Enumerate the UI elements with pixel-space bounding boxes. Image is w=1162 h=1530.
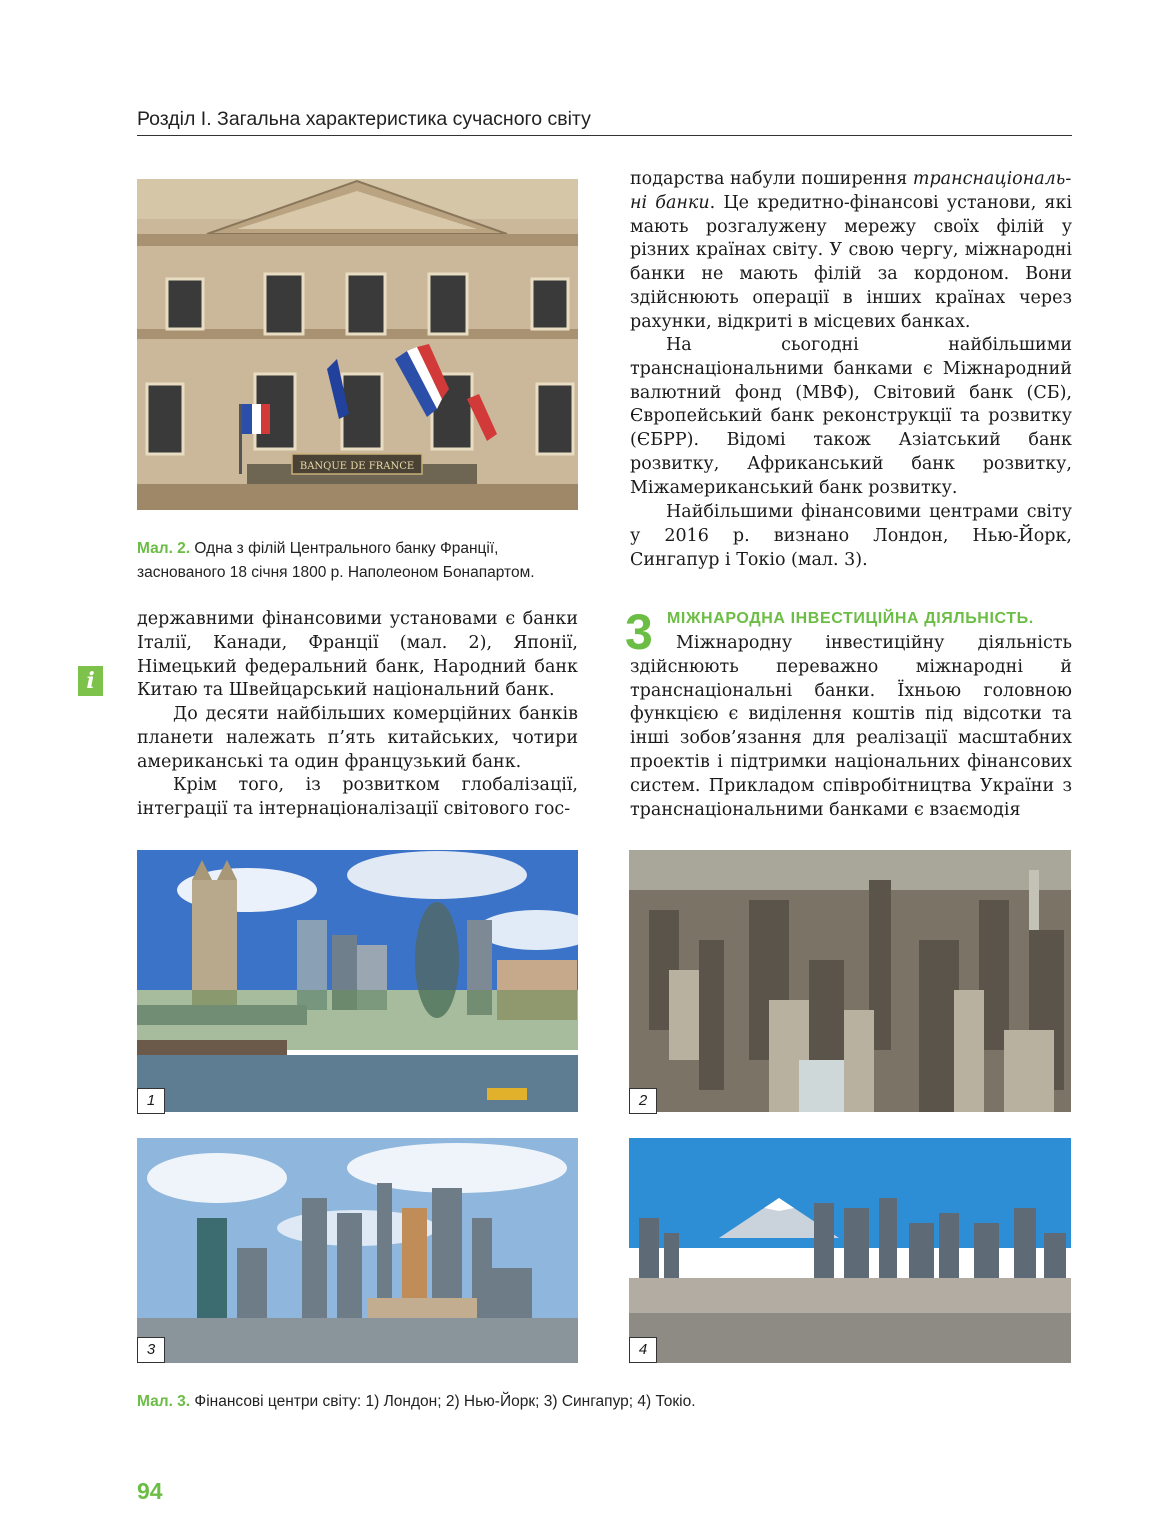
figure-3-caption-text: Фінансові центри світу: 1) Лондон; 2) Нью-Йорк; 3) Сингапур; 4) Токіо. xyxy=(194,1393,696,1410)
figure-3-label: Мал. 3. xyxy=(137,1393,191,1410)
london-photo xyxy=(137,850,578,1112)
right-paragraph-2: На сьогодні найбільшими транснаціональними банками є Міжнародний валютний фонд (МВФ), Світовий банк (СБ), Європейський банк реконструкції та розвитку (ЄБРР). Відомі також Азіатський банк розвитку, Африканський банк розвитку, Міжамериканський банк розвитку. xyxy=(630,335,1072,498)
tokyo-photo xyxy=(629,1138,1071,1363)
photo-label-2: 2 xyxy=(629,1088,657,1114)
banque-de-france-photo xyxy=(137,179,578,510)
page-header: Розділ І. Загальна характеристика сучасного світу xyxy=(137,108,591,130)
photo-label-1: 1 xyxy=(137,1088,165,1114)
photo-label-4: 4 xyxy=(629,1337,657,1363)
p1-rest: . Це кредитно-фінансові установи, які мають розгалужену мережу своїх філій у різних країнах світу. У свою чергу, міжнародні банки не мають філій за кордоном. Вони здійснюють операції в інших країнах через рахунки, відкриті в місцевих банках. xyxy=(630,192,1072,332)
left-paragraph-2: До десяти найбільших комерційних банків планети належать п’ять китайських, чотири американські та один французький банк. xyxy=(137,704,578,772)
figure-2-caption-line1: Одна з філій Центрального банку Франції, xyxy=(194,540,499,557)
singapore-photo xyxy=(137,1138,578,1363)
section-3-text: Міжнародну інвестиційну діяльність здійснюють переважно міжнародні й транснаціональні банки. Їхньою головною функцією є виділення коштів під відсотки та інші зобов’язання для реалізації масштабних проектів і підтримки національних фінансових систем. Прикладом співробітництва України з транснаціональними банками є взаємодія xyxy=(630,633,1072,820)
section-number: 3 xyxy=(625,604,653,660)
p1-start: подарства набули поширення xyxy=(630,169,913,189)
photo-label-3: 3 xyxy=(137,1337,165,1363)
left-paragraph-1: державними фінансовими установами є банки Італії, Канади, Франції (мал. 2), Японії, Німецький федеральний банк, Народний банк Китаю та Швейцарський національний банк. xyxy=(137,609,578,701)
left-paragraph-3: Крім того, із розвитком глобалізації, інтеграції та інтернаціоналізації світового гос- xyxy=(137,775,578,819)
header-rule xyxy=(137,135,1072,136)
page-number: 94 xyxy=(137,1478,163,1504)
figure-3-caption xyxy=(137,1390,1072,1414)
section-title: МІЖНАРОДНА ІНВЕСТИЦІЙНА ДІЯЛЬНІСТЬ. xyxy=(667,610,1034,627)
new-york-photo xyxy=(629,850,1071,1112)
banque-sign: BANQUE DE FRANCE xyxy=(299,461,415,472)
figure-2-caption-line2: заснованого 18 січня 1800 р. Наполеоном Бонапартом. xyxy=(137,564,535,581)
term-italic-2: ні банки xyxy=(630,192,710,213)
term-italic-1: транснаціональ- xyxy=(912,169,1072,189)
info-icon: i xyxy=(78,666,103,696)
figure-2-label: Мал. 2. xyxy=(137,540,191,557)
figure-2-caption xyxy=(137,537,587,585)
right-paragraph-3: Найбільшими фінансовими центрами світу у 2016 р. визнано Лондон, Нью-Йорк, Сингапур і Токіо (мал. 3). xyxy=(630,502,1072,570)
right-paragraph-1 xyxy=(630,168,1072,335)
